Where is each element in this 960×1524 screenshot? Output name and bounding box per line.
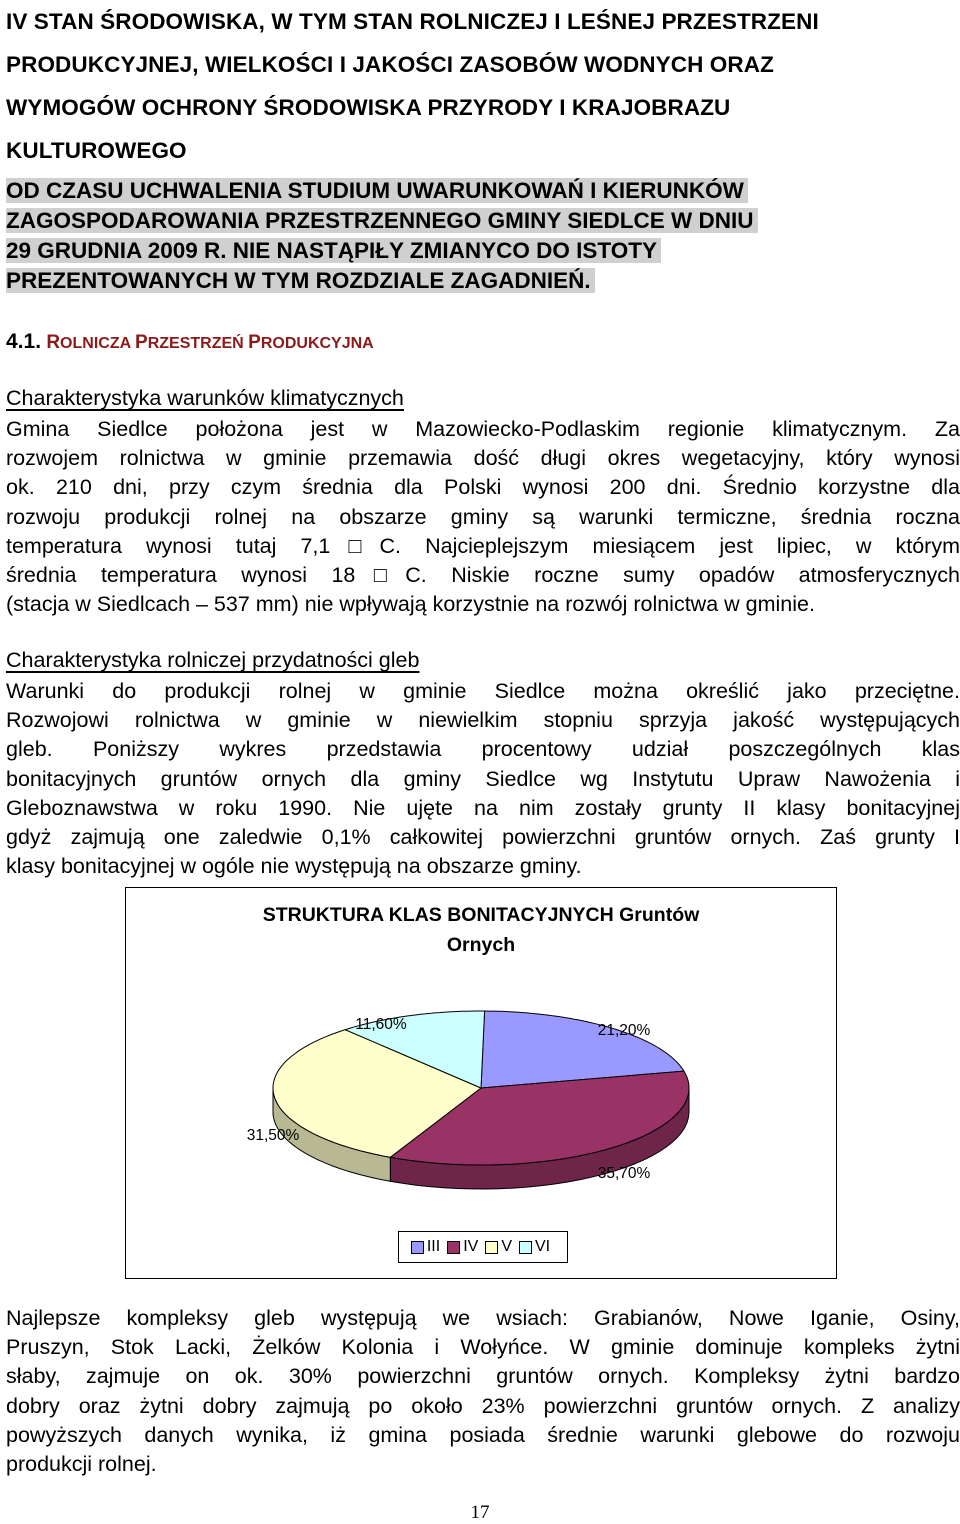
highlighted-note	[6, 176, 758, 296]
climate-heading: Charakterystyka warunków klimatycznych	[6, 386, 404, 410]
chapter-title-line: WYMOGÓW OCHRONY ŚRODOWISKA PRZYRODY I KRAJOBRAZU	[6, 95, 731, 120]
data-label-III: 21,20%	[597, 1022, 651, 1039]
legend-swatch	[411, 1241, 424, 1254]
soil-heading: Charakterystyka rolniczej przydatności gleb	[6, 648, 420, 672]
soil-paragraph	[6, 677, 960, 881]
section-number: 4.1.	[6, 330, 42, 353]
paragraph-line: słaby, zajmuje on ok. 30% powierzchni gruntów ornych. Kompleksy żytni bardzo	[6, 1364, 960, 1389]
legend-swatch	[485, 1241, 498, 1254]
paragraph-line: powyższych danych wynika, iż gmina posiada średnie warunki glebowe do rozwoju	[6, 1422, 960, 1447]
legend-swatch	[519, 1241, 532, 1254]
legend-item: V	[485, 1238, 512, 1256]
chart-title: STRUKTURA KLAS BONITACYJNYCH Gruntów Ornych	[262, 904, 700, 956]
chapter-title	[6, 0, 956, 172]
paragraph-line: temperatura wynosi tutaj 7,1□C. Najcieplejszym miesiącem jest lipiec, w którym	[6, 533, 960, 558]
chapter-title-line: PRODUKCYJNEJ, WIELKOŚCI I JAKOŚCI ZASOBÓW WODNYCH ORAZ	[6, 52, 774, 77]
paragraph-line: gdyż zajmują one zaledwie 0,1% całkowitej powierzchni gruntów ornych. Zaś grunty I	[6, 825, 960, 850]
legend-item: III	[411, 1238, 440, 1256]
paragraph-line: (stacja w Siedlcach – 537 mm) nie wpływają korzystnie na rozwój rolnictwa w gminie.	[6, 592, 815, 617]
note-line: 29 GRUDNIA 2009 R. NIE NASTĄPIŁY ZMIANYCO DO ISTOTY	[6, 238, 661, 263]
paragraph-line: rozwoju produkcji rolnej na obszarze gminy są warunki termiczne, średnia roczna	[6, 504, 960, 529]
paragraph-line: Rozwojowi rolnictwa w gminie w niewielkim stopniu sprzyja jakość występujących	[6, 708, 960, 733]
data-label-V: 31,50%	[246, 1127, 300, 1144]
note-line: ZAGOSPODAROWANIA PRZESTRZENNEGO GMINY SIEDLCE W DNIU	[6, 208, 758, 233]
climate-paragraph	[6, 415, 960, 619]
paragraph-line: rozwojem rolnictwa w gminie przemawia dość długi okres wegetacyjny, który wynosi	[6, 446, 960, 471]
legend-swatch	[447, 1241, 460, 1254]
paragraph-line: klasy bonitacyjnej w ogóle nie występują na obszarze gminy.	[6, 854, 582, 879]
data-label-VI: 11,60%	[355, 1016, 407, 1033]
page-number: 17	[470, 1502, 490, 1523]
paragraph-line: produkcji rolnej.	[6, 1452, 157, 1477]
paragraph-line: średnia temperatura wynosi 18□C. Niskie roczne sumy opadów atmosferycznych	[6, 563, 960, 588]
note-line: PREZENTOWANYCH W TYM ROZDZIALE ZAGADNIEŃ.	[6, 268, 595, 293]
section-title: ROLNICZA PRZESTRZEŃ PRODUKCYJNA	[46, 332, 374, 353]
conclusion-paragraph	[6, 1304, 960, 1479]
data-label-IV: 35,70%	[597, 1165, 651, 1182]
pie-chart	[126, 888, 836, 1228]
section-heading	[6, 327, 374, 359]
paragraph-line: bonitacyjnych gruntów ornych dla gminy Siedlce wg Instytutu Upraw Nawożenia i	[6, 766, 960, 791]
paragraph-line: Warunki do produkcji rolnej w gminie Siedlce można określić jako przeciętne.	[6, 679, 960, 703]
note-line: OD CZASU UCHWALENIA STUDIUM UWARUNKOWAŃ I KIERUNKÓW	[6, 178, 748, 203]
pie-chart-frame	[125, 887, 837, 1279]
paragraph-line: gleb. Poniższy wykres przedstawia procentowy udział poszczególnych klas	[6, 737, 960, 762]
paragraph-line: Najlepsze kompleksy gleb występują we wsiach: Grabianów, Nowe Iganie, Osiny,	[6, 1306, 960, 1330]
paragraph-line: Gleboznawstwa w roku 1990. Nie ujęte na nim zostały grunty II klasy bonitacyjnej	[6, 795, 960, 820]
chapter-title-line: KULTUROWEGO	[6, 138, 187, 163]
legend-item: IV	[447, 1238, 478, 1256]
paragraph-line: Pruszyn, Stok Lacki, Żelków Kolonia i Wołyńce. W gminie dominuje kompleks żytni	[6, 1335, 960, 1360]
chapter-title-line: IV STAN ŚRODOWISKA, W TYM STAN ROLNICZEJ I LEŚNEJ PRZESTRZENI	[6, 9, 819, 34]
paragraph-line: Gmina Siedlce położona jest w Mazowiecko-Podlaskim regionie klimatycznym. Za	[6, 417, 960, 441]
paragraph-line: dobry oraz żytni dobry zajmują po około 23% powierzchni gruntów ornych. Z analizy	[6, 1393, 960, 1418]
chart-legend	[398, 1231, 568, 1263]
legend-item: VI	[519, 1238, 550, 1256]
paragraph-line: ok. 210 dni, przy czym średnia dla Polski wynosi 200 dni. Średnio korzystne dla	[6, 475, 960, 500]
